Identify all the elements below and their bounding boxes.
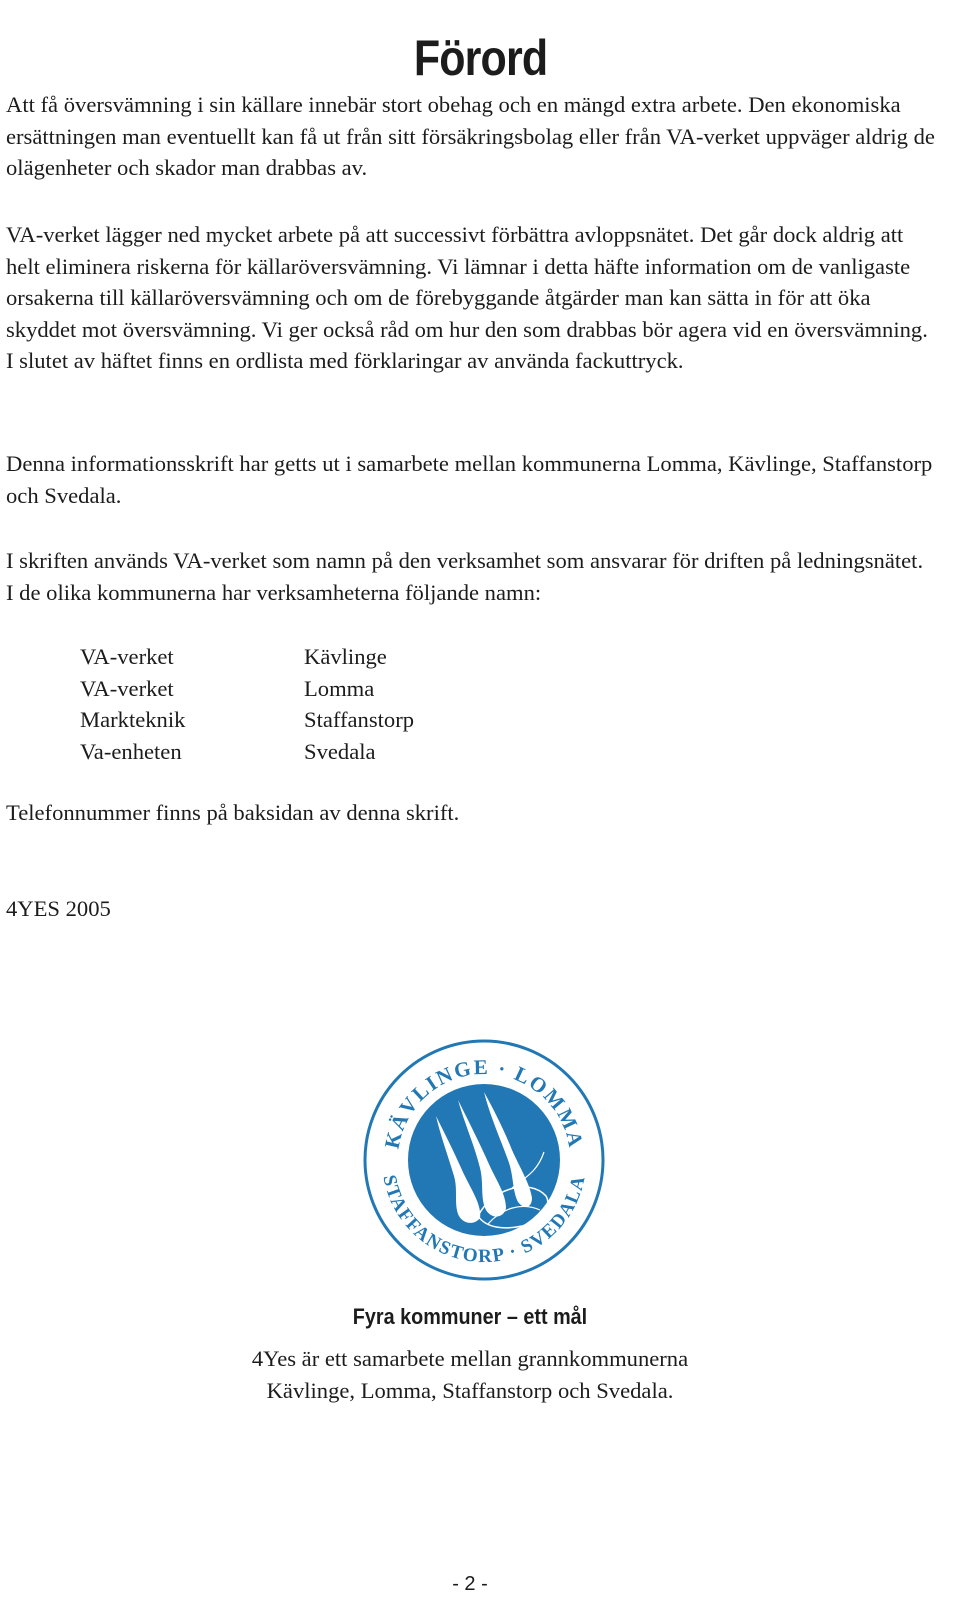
service-municipality: Staffanstorp bbox=[304, 707, 415, 732]
service-name: Va-enheten bbox=[80, 738, 182, 764]
service-name: VA-verket bbox=[80, 675, 174, 701]
publisher-year: 4YES 2005 bbox=[6, 896, 111, 921]
service-row bbox=[80, 673, 414, 705]
logo-ring-text-top: KÄVLINGE · LOMMA bbox=[379, 1054, 589, 1151]
logo-ring-text-bottom: STAFFANSTORP · SVEDALA bbox=[378, 1172, 590, 1268]
service-municipality: Lomma bbox=[304, 675, 375, 701]
service-name: VA-verket bbox=[80, 644, 174, 669]
service-row bbox=[80, 736, 414, 768]
page-title: Förord bbox=[413, 29, 548, 86]
service-names-table bbox=[80, 641, 414, 767]
intro-paragraph: Att få översvämning i sin källare innebär stort obehag och en mängd extra arbete. Den ekonomiska ersättningen man eventuellt kan få ut från sitt försäkringsbolag eller från VA-verket uppväger aldrig de olägenheter och skador man drabbas av. bbox=[6, 92, 935, 180]
logo-emblem bbox=[362, 1038, 606, 1282]
service-municipality: Svedala bbox=[304, 738, 376, 764]
description-line: 4Yes är ett samarbete mellan grannkommunerna bbox=[251, 1346, 689, 1371]
service-municipality: Kävlinge bbox=[304, 644, 387, 669]
naming-paragraph: I skriften används VA-verket som namn på den verksamhet som ansvarar för driften på ledningsnätet. I de olika kommunerna har verksamheterna följande namn: bbox=[6, 548, 924, 605]
work-paragraph: VA-verket lägger ned mycket arbete på att successivt förbättra avloppsnätet. Det går dock aldrig att helt eliminera riskerna för källaröversvämning. Vi lämnar i detta häfte information om de vanligaste orsakerna till källaröversvämning och om de förebyggande åtgärder man kan sätta in för att öka skyddet mot översvämning. Vi ger också råd om hur den som drabbas bör agera vid en översvämning. I slutet av häftet finns en ordlista med förklaringar av använda fackuttryck. bbox=[6, 222, 928, 373]
description-line: Kävlinge, Lomma, Staffanstorp och Svedala. bbox=[266, 1377, 674, 1403]
tagline: Fyra kommuner – ett mål bbox=[352, 1304, 588, 1329]
4yes-logo bbox=[362, 1038, 606, 1282]
service-row bbox=[80, 704, 414, 736]
service-row bbox=[80, 641, 414, 673]
service-name: Markteknik bbox=[80, 707, 186, 732]
phone-note: Telefonnummer finns på baksidan av denna skrift. bbox=[6, 800, 460, 825]
cooperation-paragraph: Denna informationsskrift har getts ut i samarbete mellan kommunerna Lomma, Kävlinge, Staffanstorp och Svedala. bbox=[6, 451, 933, 508]
page-number: - 2 - bbox=[452, 1573, 488, 1595]
cooperation-description bbox=[0, 1343, 940, 1406]
